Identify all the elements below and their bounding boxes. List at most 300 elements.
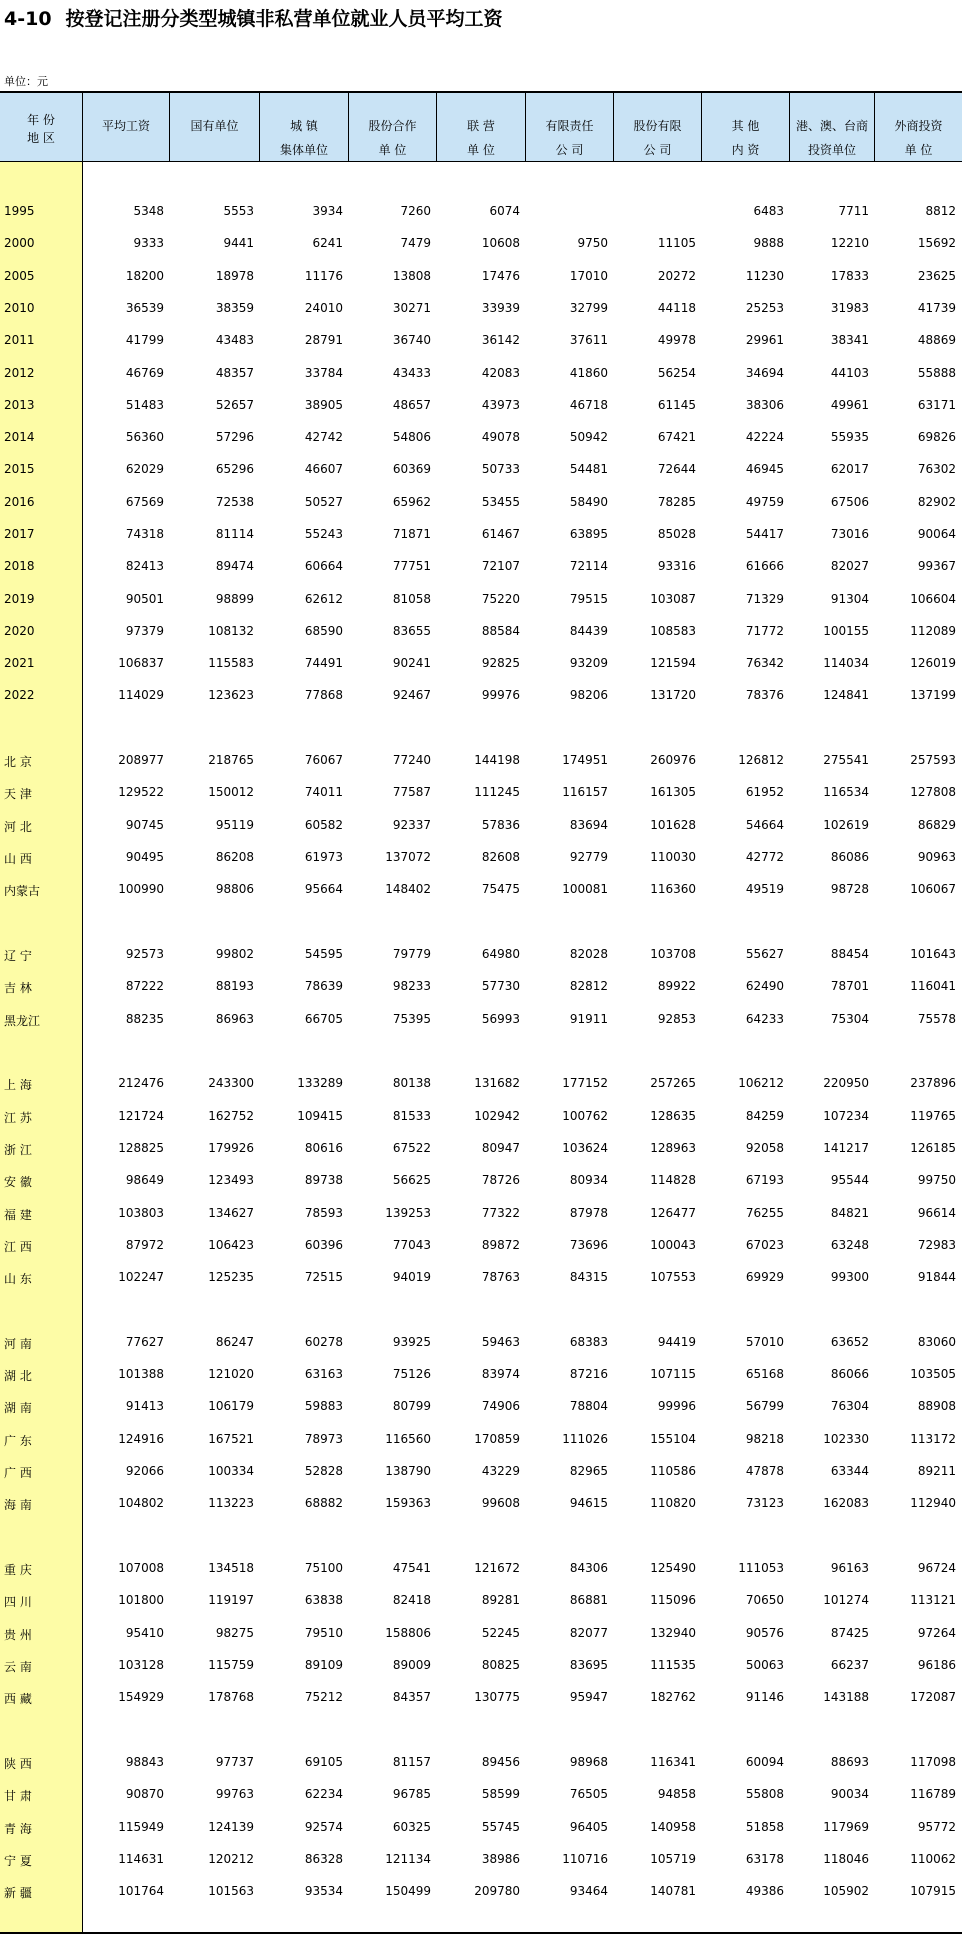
table-row [0,1139,962,1159]
table-cell: 60664 [304,559,343,573]
unit-label: 单位：元 [4,75,48,88]
table-cell: 94858 [657,1787,696,1801]
table-cell: 60582 [304,818,343,832]
table-cell: 71329 [745,592,784,606]
table-cell: 113172 [910,1432,956,1446]
table-cell: 110716 [562,1852,608,1866]
table-cell: 76067 [304,753,343,767]
table-cell: 90064 [917,527,956,541]
table-cell: 98806 [215,882,254,896]
table-cell: 154929 [118,1690,164,1704]
table-cell: 50063 [745,1658,784,1672]
table-cell: 132940 [650,1626,696,1640]
table-cell: 92573 [125,947,164,961]
row-label: 广 东 [4,1434,32,1448]
row-label: 西 藏 [4,1692,32,1706]
table-cell: 63163 [304,1367,343,1381]
row-label: 2011 [4,333,35,347]
table-cell: 55935 [830,430,869,444]
table-cell: 96405 [569,1820,608,1834]
table-row [0,1107,962,1127]
table-cell: 91304 [830,592,869,606]
table-cell: 65168 [745,1367,784,1381]
table-cell: 179926 [208,1141,254,1155]
table-cell: 124841 [823,688,869,702]
table-cell: 90034 [830,1787,869,1801]
table-cell: 9333 [133,236,164,250]
table-row [0,267,962,287]
table-cell: 92779 [569,850,608,864]
row-label: 2022 [4,688,35,702]
row-label: 北 京 [4,755,32,769]
table-cell: 134627 [208,1206,254,1220]
table-cell: 88193 [215,979,254,993]
table-cell: 107553 [650,1270,696,1284]
table-cell: 68383 [569,1335,608,1349]
table-cell: 96785 [392,1787,431,1801]
table-cell: 38905 [304,398,343,412]
table-cell: 121134 [385,1852,431,1866]
row-label: 安 徽 [4,1175,32,1189]
table-cell: 72983 [917,1238,956,1252]
table-cell: 140958 [650,1820,696,1834]
table-cell: 60094 [745,1755,784,1769]
table-row [0,880,962,900]
table-cell: 70650 [745,1593,784,1607]
row-label: 贵 州 [4,1628,32,1642]
row-label: 江 西 [4,1240,32,1254]
table-cell: 9750 [577,236,608,250]
header-label-line1: 其 他 [731,119,760,133]
table-cell: 61467 [481,527,520,541]
row-label: 江 苏 [4,1111,32,1125]
table-cell: 220950 [823,1076,869,1090]
table-cell: 37611 [569,333,608,347]
table-cell: 38359 [215,301,254,315]
table-row [0,686,962,706]
table-cell: 116360 [650,882,696,896]
table-cell: 108583 [650,624,696,638]
table-cell: 84259 [745,1109,784,1123]
table-cell: 54664 [745,818,784,832]
table-cell: 42083 [481,366,520,380]
table-cell: 82608 [481,850,520,864]
table-cell: 11176 [304,269,343,283]
table-cell: 133289 [297,1076,343,1090]
table-cell: 61973 [304,850,343,864]
table-cell: 56625 [392,1173,431,1187]
table-cell: 65296 [215,462,254,476]
table-cell: 49519 [745,882,784,896]
table-cell: 49386 [745,1884,784,1898]
table-cell: 117969 [823,1820,869,1834]
table-cell: 89474 [215,559,254,573]
table-cell: 87978 [569,1206,608,1220]
header-label-line2: 内 资 [731,143,760,157]
table-cell: 89281 [481,1593,520,1607]
table-cell: 96186 [917,1658,956,1672]
table-cell: 111245 [474,785,520,799]
table-cell: 106837 [118,656,164,670]
table-cell: 76342 [745,656,784,670]
table-row [0,590,962,610]
table-cell: 102247 [118,1270,164,1284]
table-cell: 112089 [910,624,956,638]
row-label: 新 疆 [4,1886,32,1900]
table-cell: 75220 [481,592,520,606]
table-cell: 58490 [569,495,608,509]
table-cell: 8812 [925,204,956,218]
row-label: 2016 [4,495,35,509]
table-cell: 148402 [385,882,431,896]
table-cell: 110062 [910,1852,956,1866]
row-label: 宁 夏 [4,1854,32,1868]
table-cell: 77043 [392,1238,431,1252]
table-cell: 17476 [481,269,520,283]
table-cell: 138790 [385,1464,431,1478]
table-cell: 92853 [657,1012,696,1026]
table-cell: 82902 [917,495,956,509]
table-cell: 82418 [392,1593,431,1607]
table-cell: 66705 [304,1012,343,1026]
table-cell: 67569 [125,495,164,509]
table-cell: 78593 [304,1206,343,1220]
table-cell: 55627 [745,947,784,961]
table-cell: 257265 [650,1076,696,1090]
table-cell: 7479 [400,236,431,250]
table-cell: 111535 [650,1658,696,1672]
table-cell: 86881 [569,1593,608,1607]
table-cell: 11230 [745,269,784,283]
table-cell: 95664 [304,882,343,896]
table-cell: 95772 [917,1820,956,1834]
table-cell: 89456 [481,1755,520,1769]
table-cell: 86066 [830,1367,869,1381]
header-label-line2: 投资单位 [807,143,856,157]
table-cell: 93534 [304,1884,343,1898]
row-label: 浙 江 [4,1143,32,1157]
table-cell: 100990 [118,882,164,896]
table-cell: 178768 [208,1690,254,1704]
table-cell: 91146 [745,1690,784,1704]
table-cell: 137199 [910,688,956,702]
table-cell: 56360 [125,430,164,444]
header-label-line1: 外商投资 [894,119,943,133]
table-cell: 73016 [830,527,869,541]
table-row [0,1753,962,1773]
table-cell: 116041 [910,979,956,993]
table-cell: 106067 [910,882,956,896]
table-cell: 50733 [481,462,520,476]
table-row [0,783,962,803]
table-cell: 98843 [125,1755,164,1769]
table-cell: 182762 [650,1690,696,1704]
table-cell: 38986 [481,1852,520,1866]
table-row [0,1204,962,1224]
table-row [0,1656,962,1676]
table-cell: 58599 [481,1787,520,1801]
table-cell: 11105 [657,236,696,250]
table-cell: 69826 [917,430,956,444]
table-cell: 77587 [392,785,431,799]
table-cell: 128635 [650,1109,696,1123]
table-cell: 115583 [208,656,254,670]
table-cell: 7711 [838,204,869,218]
table-cell: 73696 [569,1238,608,1252]
table-cell: 128963 [650,1141,696,1155]
table-cell: 67023 [745,1238,784,1252]
table-cell: 72515 [304,1270,343,1284]
table-cell: 71772 [745,624,784,638]
row-label: 1995 [4,204,35,218]
table-cell: 43229 [481,1464,520,1478]
table-cell: 64980 [481,947,520,961]
table-row [0,299,962,319]
table-cell: 44103 [830,366,869,380]
table-cell: 46945 [745,462,784,476]
table-cell: 97737 [215,1755,254,1769]
table-cell: 62490 [745,979,784,993]
table-cell: 52828 [304,1464,343,1478]
table-cell: 134518 [208,1561,254,1575]
table-cell: 82028 [569,947,608,961]
table-cell: 80616 [304,1141,343,1155]
table-cell: 208977 [118,753,164,767]
table-cell: 60396 [304,1238,343,1252]
table-cell: 174951 [562,753,608,767]
table-cell: 95410 [125,1626,164,1640]
table-cell: 158806 [385,1626,431,1640]
table-cell: 88454 [830,947,869,961]
table-cell: 72644 [657,462,696,476]
table-cell: 76304 [830,1399,869,1413]
table-cell: 124916 [118,1432,164,1446]
table-cell: 44118 [657,301,696,315]
table-cell: 123493 [208,1173,254,1187]
header-label-line1: 港、澳、台商 [795,119,868,133]
table-cell: 101800 [118,1593,164,1607]
table-cell: 42224 [745,430,784,444]
table-cell: 92574 [304,1820,343,1834]
table-cell: 110030 [650,850,696,864]
table-cell: 78639 [304,979,343,993]
table-cell: 155104 [650,1432,696,1446]
table-cell: 98728 [830,882,869,896]
table-cell: 114631 [118,1852,164,1866]
table-cell: 99750 [917,1173,956,1187]
table-cell: 7260 [400,204,431,218]
table-cell: 86208 [215,850,254,864]
table-cell: 56799 [745,1399,784,1413]
table-cell: 74318 [125,527,164,541]
table-cell: 100043 [650,1238,696,1252]
table-cell: 62234 [304,1787,343,1801]
table-cell: 33939 [481,301,520,315]
table-cell: 99996 [657,1399,696,1413]
table-cell: 100081 [562,882,608,896]
table-cell: 89211 [917,1464,956,1478]
table-cell: 98649 [125,1173,164,1187]
table-cell: 114029 [118,688,164,702]
table-cell: 102942 [474,1109,520,1123]
table-cell: 48869 [917,333,956,347]
table-cell: 84821 [830,1206,869,1220]
header-label-line1: 有限责任 [545,119,594,133]
table-row [0,525,962,545]
table-row [0,1010,962,1030]
table-cell: 48657 [392,398,431,412]
table-cell: 127808 [910,785,956,799]
table-cell: 100334 [208,1464,254,1478]
table-row [0,1785,962,1805]
table-cell: 52657 [215,398,254,412]
table-cell: 85028 [657,527,696,541]
table-cell: 17010 [569,269,608,283]
table-cell: 34694 [745,366,784,380]
table-cell: 87222 [125,979,164,993]
table-row [0,460,962,480]
table-row [0,396,962,416]
table-cell: 105719 [650,1852,696,1866]
table-cell: 84315 [569,1270,608,1284]
table-cell: 100155 [823,624,869,638]
table-cell: 106423 [208,1238,254,1252]
table-cell: 61666 [745,559,784,573]
table-cell: 87216 [569,1367,608,1381]
table-cell: 10608 [481,236,520,250]
table-cell: 6074 [489,204,520,218]
table-cell: 60369 [392,462,431,476]
table-cell: 72107 [481,559,520,573]
table-row [0,1462,962,1482]
row-label: 天 津 [4,787,32,801]
table-cell: 107915 [910,1884,956,1898]
table-cell: 99976 [481,688,520,702]
row-label: 2019 [4,592,35,606]
table-cell: 50527 [304,495,343,509]
row-label: 2018 [4,559,35,573]
table-cell: 76505 [569,1787,608,1801]
table-cell: 71871 [392,527,431,541]
table-cell: 74011 [304,785,343,799]
table-row [0,1333,962,1353]
table-cell: 81533 [392,1109,431,1123]
table-cell: 67421 [657,430,696,444]
table-cell: 92337 [392,818,431,832]
table-cell: 63248 [830,1238,869,1252]
table-cell: 69929 [745,1270,784,1284]
table-cell: 121020 [208,1367,254,1381]
table-cell: 112940 [910,1496,956,1510]
table-cell: 125235 [208,1270,254,1284]
table-cell: 92467 [392,688,431,702]
table-cell: 76302 [917,462,956,476]
table-row [0,557,962,577]
row-label: 湖 北 [4,1369,32,1383]
table-row [0,1171,962,1191]
table-cell: 237896 [910,1076,956,1090]
header-label-line1: 国有单位 [190,119,239,133]
table-cell: 86829 [917,818,956,832]
table-cell: 161305 [650,785,696,799]
table-cell: 18978 [215,269,254,283]
row-label: 2010 [4,301,35,315]
table-cell: 46718 [569,398,608,412]
table-cell: 6241 [312,236,343,250]
table-row [0,1688,962,1708]
table-cell: 9888 [753,236,784,250]
row-label: 陕 西 [4,1757,32,1771]
table-cell: 111053 [738,1561,784,1575]
table-cell: 24010 [304,301,343,315]
table-cell: 90495 [125,850,164,864]
table-cell: 97379 [125,624,164,638]
table-cell: 115096 [650,1593,696,1607]
table-cell: 42742 [304,430,343,444]
table-row [0,945,962,965]
table-cell: 49759 [745,495,784,509]
row-label: 山 西 [4,852,32,866]
table-cell: 106212 [738,1076,784,1090]
table-cell: 46607 [304,462,343,476]
table-cell: 57730 [481,979,520,993]
table-cell: 17833 [830,269,869,283]
table-cell: 87425 [830,1626,869,1640]
table-cell: 73123 [745,1496,784,1510]
table-cell: 88235 [125,1012,164,1026]
table-cell: 67506 [830,495,869,509]
table-cell: 86328 [304,1852,343,1866]
table-cell: 62029 [125,462,164,476]
table-cell: 79510 [304,1626,343,1640]
table-cell: 99763 [215,1787,254,1801]
table-cell: 97264 [917,1626,956,1640]
table-cell: 119765 [910,1109,956,1123]
table-cell: 116157 [562,785,608,799]
header-label-line1: 股份合作 [368,119,417,133]
table-cell: 81058 [392,592,431,606]
table-cell: 275541 [823,753,869,767]
row-label: 2005 [4,269,35,283]
table-cell: 51858 [745,1820,784,1834]
table-cell: 99802 [215,947,254,961]
table-cell: 13808 [392,269,431,283]
table-cell: 126185 [910,1141,956,1155]
header-label-line2: 单 位 [378,143,407,157]
table-cell: 103087 [650,592,696,606]
table-cell: 55243 [304,527,343,541]
table-cell: 89872 [481,1238,520,1252]
table-cell: 104802 [118,1496,164,1510]
table-cell: 46769 [125,366,164,380]
table-cell: 100762 [562,1109,608,1123]
table-cell: 93316 [657,559,696,573]
table-cell: 63895 [569,527,608,541]
table-cell: 243300 [208,1076,254,1090]
table-cell: 78726 [481,1173,520,1187]
table-cell: 54595 [304,947,343,961]
table-cell: 67522 [392,1141,431,1155]
table-cell: 20272 [657,269,696,283]
table-cell: 116789 [910,1787,956,1801]
table-cell: 23625 [917,269,956,283]
table-cell: 116560 [385,1432,431,1446]
table-cell: 54806 [392,430,431,444]
table-cell: 60325 [392,1820,431,1834]
table-cell: 124139 [208,1820,254,1834]
table-cell: 101563 [208,1884,254,1898]
table-cell: 55888 [917,366,956,380]
